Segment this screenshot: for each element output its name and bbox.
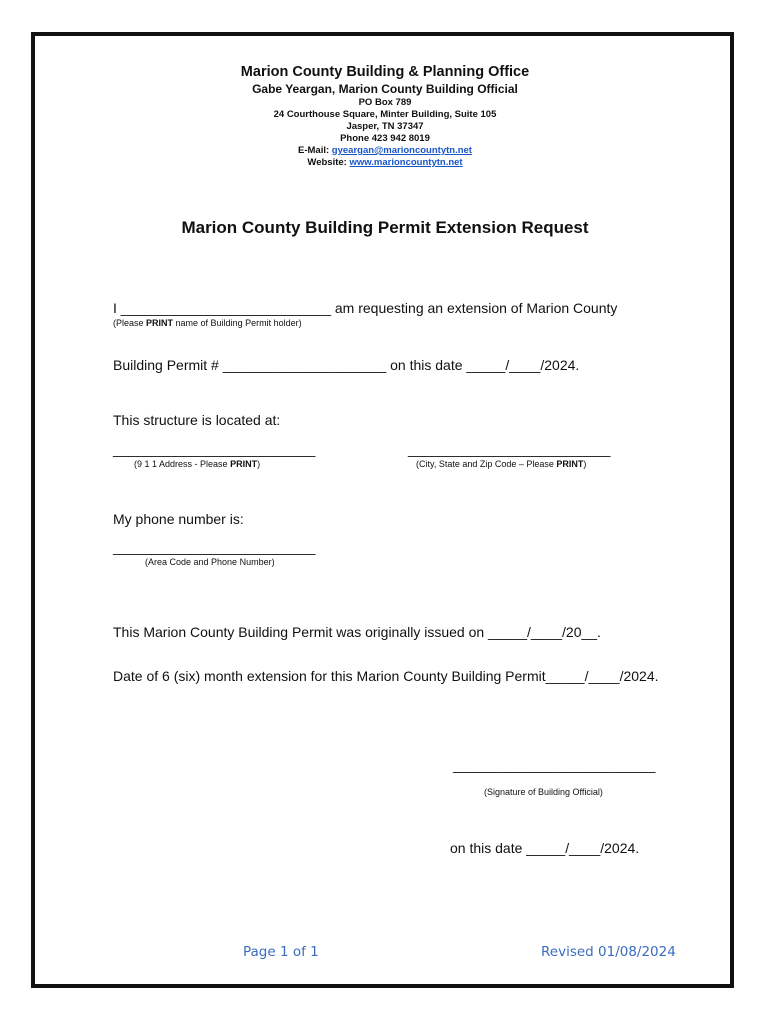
extension-date-line: Date of 6 (six) month extension for this Marion County Building Permit_____/____/2024.	[113, 668, 659, 684]
location-label: This structure is located at:	[113, 412, 281, 428]
email-label: E-Mail:	[298, 145, 330, 156]
page-number: Page 1 of 1	[243, 944, 319, 960]
website-label: Website:	[307, 157, 347, 168]
issued-date-line: This Marion County Building Permit was originally issued on _____/____/20__.	[113, 624, 601, 640]
street-address: 24 Courthouse Square, Minter Building, Suite 105	[273, 109, 497, 120]
phone-label: My phone number is:	[113, 511, 244, 527]
website-link[interactable]: www.marioncountytn.net	[349, 157, 463, 168]
signature-blank: __________________________	[453, 757, 656, 773]
phone-note: (Area Code and Phone Number)	[145, 557, 275, 567]
address-blank: __________________________	[113, 441, 316, 457]
phone-number: Phone 423 942 8019	[340, 133, 430, 144]
phone-blank: __________________________	[113, 539, 316, 555]
official-name: Gabe Yeargan, Marion County Building Official	[252, 82, 518, 96]
city-note: (City, State and Zip Code – Please PRINT)	[416, 459, 587, 469]
city-state-zip: Jasper, TN 37347	[346, 121, 424, 132]
address-note: (9 1 1 Address - Please PRINT)	[134, 459, 261, 469]
permit-number-line: Building Permit # _____________________ on this date _____/____/2024.	[113, 357, 580, 373]
holder-line: I ___________________________ am requesting an extension of Marion County	[113, 300, 618, 316]
website-row	[0, 157, 770, 168]
holder-note: (Please PRINT name of Building Permit holder)	[113, 318, 302, 328]
email-link[interactable]: gyeargan@marioncountytn.net	[331, 145, 472, 156]
signature-note: (Signature of Building Official)	[484, 787, 603, 797]
city-blank: __________________________	[408, 441, 611, 457]
revised-date: Revised 01/08/2024	[541, 944, 676, 960]
email-row	[0, 145, 770, 156]
office-name: Marion County Building & Planning Office	[240, 64, 530, 80]
po-box: PO Box 789	[358, 97, 412, 108]
form-title: Marion County Building Permit Extension Request	[181, 218, 589, 237]
sign-date-line: on this date _____/____/2024.	[450, 840, 640, 856]
